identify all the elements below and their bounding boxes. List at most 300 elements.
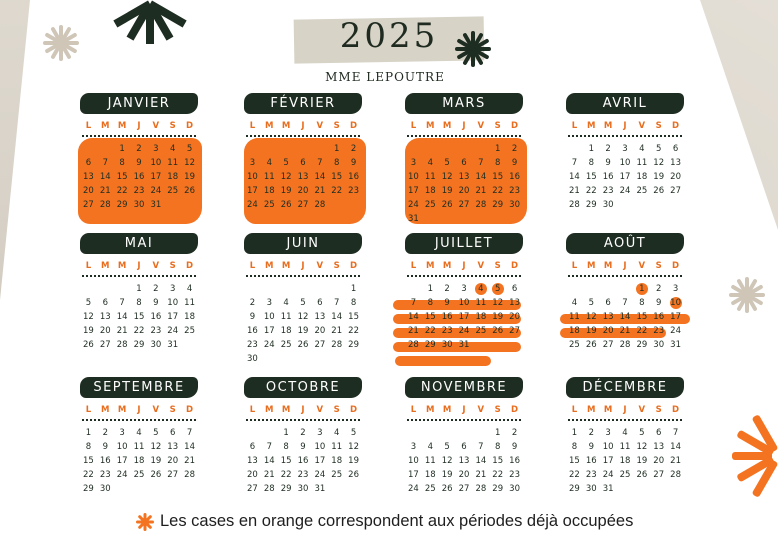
day-cell: 16 — [348, 172, 359, 182]
day-cell: 17 — [314, 456, 326, 466]
day-cell: 22 — [636, 326, 648, 336]
beige-flower-decoration — [42, 24, 80, 62]
day-cell: 23 — [150, 326, 162, 336]
day-cell: 29 — [585, 200, 597, 210]
day-cell: 15 — [116, 172, 128, 182]
weekday-label: D — [350, 121, 358, 131]
weekday-label: M — [587, 121, 596, 131]
day-cell: 13 — [509, 298, 520, 308]
day-cell: 7 — [317, 158, 323, 168]
dark-burst-decoration — [100, 0, 200, 48]
weekday-header — [244, 121, 362, 131]
weekday-label: M — [587, 405, 596, 415]
day-cell: 3 — [410, 158, 417, 168]
day-cell: 6 — [317, 298, 323, 308]
empty-cell — [439, 426, 456, 440]
empty-cell — [439, 142, 456, 156]
day-cell: 28 — [331, 340, 343, 350]
day-cell: 13 — [247, 456, 258, 466]
day-cell: 18 — [424, 470, 436, 480]
day-cell: 13 — [167, 442, 179, 452]
day-cell: 24 — [458, 326, 470, 336]
empty-cell — [295, 282, 312, 296]
dotted-divider — [246, 419, 360, 421]
day-cell: 17 — [408, 470, 419, 480]
day-cell: 4 — [186, 284, 193, 294]
day-cell: 10 — [408, 172, 419, 182]
day-cell: 16 — [133, 172, 145, 182]
day-cell: 18 — [569, 326, 580, 336]
month-name: NOVEMBRE — [405, 377, 523, 398]
day-cell: 3 — [170, 284, 176, 294]
occupied-stroke — [395, 356, 491, 366]
dotted-divider — [246, 135, 360, 137]
day-cell: 2 — [511, 144, 518, 154]
day-cell: 5 — [153, 428, 159, 438]
day-cell: 22 — [116, 186, 128, 196]
empty-cell — [405, 426, 422, 440]
day-cell: 16 — [247, 326, 258, 336]
day-cell: 19 — [297, 326, 309, 336]
day-cell: 2 — [136, 144, 142, 154]
day-cell: 12 — [348, 442, 359, 452]
day-cell: 14 — [314, 172, 326, 182]
day-cell: 2 — [249, 298, 256, 308]
day-cell: 6 — [605, 298, 611, 308]
month-name: JUILLET — [405, 233, 523, 254]
day-cell: 31 — [670, 340, 681, 350]
day-cell: 11 — [569, 312, 580, 322]
day-cell: 6 — [249, 442, 256, 452]
weekday-label: J — [301, 121, 305, 131]
day-cell: 4 — [136, 428, 142, 438]
day-cell: 10 — [247, 172, 258, 182]
empty-cell — [244, 142, 261, 156]
day-cell: 22 — [83, 470, 94, 480]
weekday-label: S — [169, 121, 176, 131]
month-block — [244, 93, 362, 212]
day-cell: 27 — [247, 484, 258, 494]
weekday-label: J — [301, 261, 305, 271]
day-cell: 6 — [656, 428, 662, 438]
day-cell: 10 — [619, 158, 631, 168]
weekday-label: M — [101, 261, 110, 271]
weekday-label: J — [462, 405, 466, 415]
day-cell: 22 — [133, 326, 145, 336]
empty-cell — [328, 282, 345, 296]
weekday-label: V — [152, 261, 160, 271]
legend-text: Les cases en orange correspondent aux périodes déjà occupées — [160, 512, 634, 530]
empty-cell — [311, 282, 328, 296]
day-cell: 27 — [509, 326, 520, 336]
weekday-label: V — [152, 405, 160, 415]
day-cell: 11 — [184, 298, 195, 308]
day-cell: 30 — [150, 340, 162, 350]
day-cell: 18 — [133, 456, 145, 466]
day-cell: 22 — [492, 470, 504, 480]
day-cell: 14 — [475, 172, 487, 182]
day-cell: 27 — [602, 340, 614, 350]
day-cell: 1 — [571, 428, 578, 438]
day-cell: 28 — [475, 484, 487, 494]
day-cell: 18 — [263, 186, 275, 196]
day-cell: 10 — [670, 298, 681, 308]
weekday-label: V — [638, 405, 646, 415]
weekday-label: V — [316, 405, 324, 415]
day-cell: 7 — [478, 442, 484, 452]
day-cell: 25 — [619, 470, 631, 480]
day-cell: 23 — [509, 470, 520, 480]
day-cell: 30 — [653, 340, 665, 350]
weekday-label: D — [186, 261, 194, 271]
weekday-label: S — [655, 121, 662, 131]
day-cell: 1 — [639, 284, 645, 294]
day-cell: 11 — [475, 298, 487, 308]
weekday-label: L — [85, 405, 92, 415]
day-cell: 13 — [653, 442, 665, 452]
day-cell: 27 — [458, 484, 470, 494]
day-cell: 5 — [300, 298, 306, 308]
weekday-label: J — [623, 121, 627, 131]
day-cell: 22 — [331, 186, 343, 196]
day-cell: 23 — [653, 326, 665, 336]
day-cell: 6 — [170, 428, 176, 438]
day-cell: 21 — [408, 326, 419, 336]
day-cell: 23 — [247, 340, 258, 350]
day-cell: 12 — [585, 312, 597, 322]
weekday-label: M — [281, 405, 291, 415]
day-cell: 20 — [247, 470, 258, 480]
day-cell: 16 — [602, 172, 614, 182]
day-cell: 6 — [672, 144, 679, 154]
day-cell: 14 — [408, 312, 419, 322]
day-cell: 20 — [99, 326, 111, 336]
weekday-label: M — [426, 261, 435, 271]
weekday-label: L — [410, 261, 417, 271]
weekday-header — [405, 261, 523, 271]
weekday-label: D — [672, 261, 680, 271]
day-cell: 12 — [492, 298, 504, 308]
day-cell: 4 — [427, 442, 433, 452]
day-grid — [244, 426, 362, 496]
empty-cell — [456, 142, 473, 156]
month-name: OCTOBRE — [244, 377, 362, 398]
day-cell: 7 — [119, 298, 125, 308]
day-cell: 4 — [571, 298, 578, 308]
empty-cell — [97, 282, 114, 296]
day-cell: 2 — [153, 284, 159, 294]
weekday-label: M — [101, 405, 110, 415]
day-cell: 20 — [458, 186, 470, 196]
weekday-label: S — [494, 405, 501, 415]
month-block — [566, 93, 684, 212]
weekday-label: M — [281, 261, 291, 271]
weekday-label: M — [117, 261, 127, 271]
day-cell: 8 — [85, 442, 92, 452]
day-cell: 5 — [444, 442, 450, 452]
weekday-label: D — [186, 121, 194, 131]
weekday-header — [244, 405, 362, 415]
dotted-divider — [82, 275, 196, 277]
weekday-label: V — [477, 261, 485, 271]
day-cell: 21 — [475, 186, 487, 196]
empty-cell — [261, 282, 278, 296]
day-cell: 4 — [427, 158, 433, 168]
weekday-label: S — [494, 261, 501, 271]
weekday-label: L — [249, 405, 256, 415]
dotted-divider — [568, 135, 682, 137]
day-cell: 28 — [99, 200, 111, 210]
empty-cell — [311, 142, 328, 156]
day-cell: 5 — [186, 144, 193, 154]
day-cell: 19 — [441, 186, 453, 196]
day-cell: 3 — [153, 144, 159, 154]
weekday-label: L — [571, 121, 578, 131]
day-cell: 11 — [636, 158, 648, 168]
day-cell: 13 — [99, 312, 111, 322]
day-cell: 20 — [602, 326, 614, 336]
day-cell: 19 — [492, 312, 504, 322]
dark-flower-decoration — [454, 30, 492, 68]
day-cell: 1 — [350, 284, 357, 294]
day-cell: 2 — [300, 428, 306, 438]
day-cell: 17 — [116, 456, 128, 466]
weekday-header — [405, 405, 523, 415]
day-cell: 12 — [83, 312, 94, 322]
day-cell: 14 — [475, 456, 487, 466]
day-cell: 26 — [297, 340, 309, 350]
day-cell: 9 — [588, 442, 594, 452]
day-cell: 22 — [585, 186, 597, 196]
weekday-label: M — [442, 405, 452, 415]
day-cell: 2 — [588, 428, 594, 438]
weekday-label: V — [316, 261, 324, 271]
day-cell: 16 — [585, 456, 597, 466]
day-cell: 17 — [458, 312, 470, 322]
day-cell: 21 — [670, 456, 681, 466]
day-cell: 3 — [119, 428, 125, 438]
day-cell: 28 — [619, 340, 631, 350]
weekday-label: J — [137, 121, 141, 131]
day-cell: 24 — [150, 186, 162, 196]
day-cell: 16 — [99, 456, 111, 466]
day-cell: 12 — [184, 158, 195, 168]
day-grid — [405, 426, 523, 496]
weekday-label: M — [117, 121, 127, 131]
day-cell: 7 — [672, 428, 679, 438]
weekday-label: L — [571, 405, 578, 415]
day-cell: 4 — [639, 144, 645, 154]
day-cell: 1 — [588, 144, 594, 154]
day-cell: 21 — [184, 456, 195, 466]
day-cell: 30 — [602, 200, 614, 210]
day-cell: 23 — [348, 186, 359, 196]
day-cell: 18 — [331, 456, 343, 466]
day-grid — [80, 142, 198, 212]
day-cell: 16 — [509, 172, 520, 182]
weekday-label: M — [426, 121, 435, 131]
day-cell: 15 — [133, 312, 145, 322]
weekday-label: M — [603, 121, 613, 131]
day-cell: 19 — [653, 172, 665, 182]
day-cell: 28 — [408, 340, 419, 350]
dotted-divider — [407, 135, 521, 137]
day-cell: 28 — [569, 200, 580, 210]
weekday-label: D — [186, 405, 194, 415]
day-cell: 10 — [263, 312, 275, 322]
weekday-label: M — [426, 405, 435, 415]
day-cell: 26 — [348, 470, 359, 480]
day-cell: 25 — [167, 186, 179, 196]
day-cell: 15 — [280, 456, 292, 466]
day-cell: 15 — [348, 312, 359, 322]
weekday-header — [80, 405, 198, 415]
weekday-label: M — [265, 121, 274, 131]
day-cell: 11 — [424, 456, 436, 466]
day-cell: 8 — [495, 442, 501, 452]
calendar-owner: MME LEPOUTRE — [325, 70, 445, 84]
day-cell: 18 — [636, 172, 648, 182]
day-cell: 30 — [585, 484, 597, 494]
weekday-label: S — [169, 261, 176, 271]
month-name: FÉVRIER — [244, 93, 362, 114]
day-cell: 5 — [85, 298, 92, 308]
day-cell: 25 — [424, 484, 436, 494]
day-cell: 25 — [184, 326, 195, 336]
day-cell: 8 — [136, 298, 142, 308]
dotted-divider — [82, 419, 196, 421]
day-cell: 27 — [653, 470, 665, 480]
day-cell: 9 — [656, 298, 662, 308]
month-name: JUIN — [244, 233, 362, 254]
month-block — [566, 377, 684, 496]
day-cell: 8 — [427, 298, 433, 308]
day-cell: 24 — [670, 326, 681, 336]
month-block — [80, 93, 198, 212]
day-cell: 30 — [297, 484, 309, 494]
day-cell: 7 — [410, 298, 417, 308]
weekday-label: M — [281, 121, 291, 131]
weekday-label: L — [249, 121, 256, 131]
day-cell: 16 — [509, 456, 520, 466]
day-grid — [566, 142, 684, 212]
day-cell: 15 — [492, 456, 504, 466]
empty-cell — [405, 142, 422, 156]
day-cell: 8 — [588, 158, 594, 168]
day-cell: 8 — [639, 298, 645, 308]
weekday-header — [80, 121, 198, 131]
day-cell: 28 — [263, 484, 275, 494]
day-cell: 13 — [314, 312, 326, 322]
day-grid — [405, 142, 523, 226]
day-cell: 26 — [585, 340, 597, 350]
empty-cell — [422, 426, 439, 440]
day-cell: 14 — [670, 442, 681, 452]
day-cell: 21 — [475, 470, 487, 480]
empty-cell — [472, 426, 489, 440]
day-cell: 11 — [619, 442, 631, 452]
day-cell: 18 — [280, 326, 292, 336]
day-cell: 25 — [424, 200, 436, 210]
weekday-label: V — [638, 261, 646, 271]
day-cell: 21 — [569, 186, 580, 196]
day-cell: 4 — [170, 144, 176, 154]
day-cell: 29 — [83, 484, 94, 494]
month-name: SEPTEMBRE — [80, 377, 198, 398]
day-cell: 17 — [408, 186, 419, 196]
day-cell: 26 — [636, 470, 648, 480]
day-cell: 1 — [334, 144, 340, 154]
weekday-label: V — [477, 405, 485, 415]
day-cell: 25 — [133, 470, 145, 480]
empty-cell — [617, 282, 634, 296]
day-cell: 27 — [99, 340, 111, 350]
day-cell: 16 — [297, 456, 309, 466]
day-cell: 27 — [458, 200, 470, 210]
day-cell: 8 — [350, 298, 357, 308]
day-cell: 12 — [150, 442, 162, 452]
day-cell: 25 — [280, 340, 292, 350]
day-cell: 21 — [314, 186, 326, 196]
day-cell: 17 — [167, 312, 179, 322]
day-grid — [405, 282, 523, 352]
day-cell: 30 — [441, 340, 453, 350]
day-cell: 2 — [102, 428, 108, 438]
day-cell: 9 — [300, 442, 306, 452]
weekday-label: L — [249, 261, 256, 271]
dotted-divider — [568, 419, 682, 421]
empty-cell — [456, 426, 473, 440]
weekday-label: S — [333, 121, 340, 131]
day-cell: 13 — [83, 172, 94, 182]
day-cell: 17 — [263, 326, 275, 336]
day-cell: 29 — [492, 484, 504, 494]
weekday-label: M — [603, 261, 613, 271]
day-cell: 9 — [153, 298, 159, 308]
day-cell: 5 — [350, 428, 357, 438]
month-block — [566, 233, 684, 352]
dotted-divider — [407, 419, 521, 421]
day-cell: 24 — [263, 340, 275, 350]
weekday-label: L — [410, 405, 417, 415]
day-cell: 23 — [99, 470, 111, 480]
weekday-label: L — [85, 261, 92, 271]
day-cell: 3 — [317, 428, 323, 438]
month-block — [80, 233, 198, 352]
month-block — [244, 233, 362, 366]
day-cell: 17 — [602, 456, 614, 466]
day-cell: 26 — [441, 200, 453, 210]
weekday-label: L — [571, 261, 578, 271]
day-cell: 3 — [461, 284, 467, 294]
day-cell: 14 — [619, 312, 631, 322]
day-cell: 6 — [102, 298, 108, 308]
day-cell: 5 — [444, 158, 450, 168]
day-cell: 18 — [184, 312, 195, 322]
day-cell: 5 — [656, 144, 662, 154]
day-cell: 14 — [569, 172, 580, 182]
weekday-label: D — [511, 261, 519, 271]
day-cell: 19 — [348, 456, 359, 466]
day-cell: 21 — [263, 470, 275, 480]
weekday-label: M — [265, 405, 274, 415]
day-cell: 9 — [511, 158, 518, 168]
day-cell: 8 — [334, 158, 340, 168]
day-cell: 21 — [116, 326, 128, 336]
day-cell: 11 — [280, 312, 292, 322]
weekday-label: M — [603, 405, 613, 415]
day-cell: 29 — [636, 340, 648, 350]
